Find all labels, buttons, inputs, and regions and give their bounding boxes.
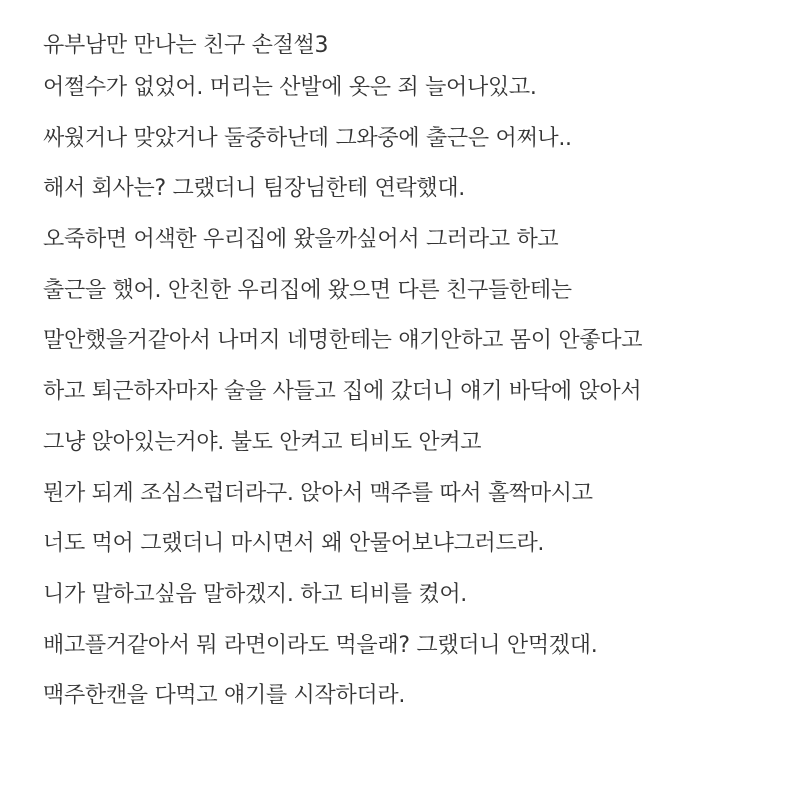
body-line: 뭔가 되게 조심스럽더라구. 앉아서 맥주를 따서 홀짝마시고: [43, 480, 593, 506]
body-line: 어쩔수가 없었어. 머리는 산발에 옷은 죄 늘어나있고.: [43, 75, 537, 100]
post-title: 유부남만 만나는 친구 손절썰3: [43, 33, 329, 58]
body-line: 출근을 했어. 안친한 우리집에 왔으면 다른 친구들한테는: [43, 277, 572, 303]
body-line: 너도 먹어 그랬더니 마시면서 왜 안물어보냐그러드라.: [43, 531, 545, 557]
body-line: 맥주한캔을 다먹고 얘기를 시작하더라.: [43, 683, 406, 709]
body-line: 말안했을거같아서 나머지 네명한테는 얘기안하고 몸이 안좋다고: [43, 328, 643, 354]
post-body: [43, 63, 783, 722]
body-line: 오죽하면 어색한 우리집에 왔을까싶어서 그러라고 하고: [43, 227, 559, 253]
body-line: 니가 말하고싶음 말하겠지. 하고 티비를 켰어.: [43, 581, 467, 607]
body-line: 싸웠거나 맞았거나 둘중하난데 그와중에 출근은 어쩌나..: [43, 125, 572, 151]
body-line: 하고 퇴근하자마자 술을 사들고 집에 갔더니 얘기 바닥에 앉아서: [43, 379, 642, 405]
body-line: 배고플거같아서 뭐 라면이라도 먹을래? 그랬더니 안먹겠대.: [43, 632, 598, 658]
post-content: [43, 26, 783, 722]
body-line: 그냥 앉아있는거야. 불도 안켜고 티비도 안켜고: [43, 429, 482, 455]
body-line: 해서 회사는? 그랬더니 팀장님한테 연락했대.: [43, 176, 465, 202]
